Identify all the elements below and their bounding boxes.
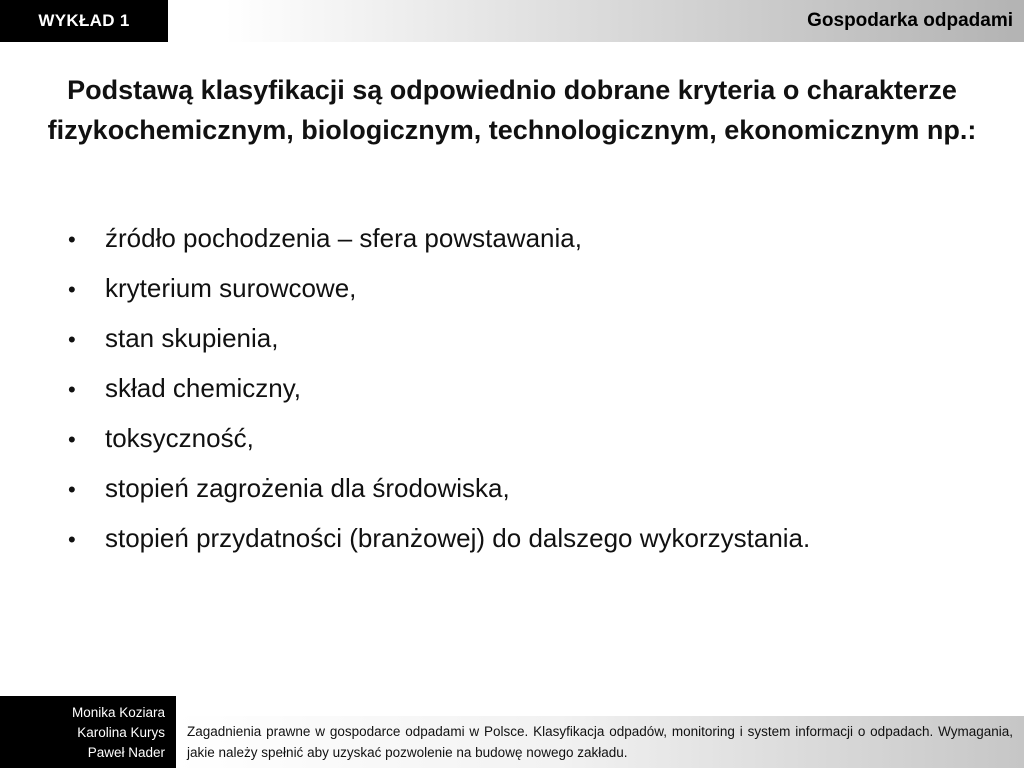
course-title: Gospodarka odpadami — [807, 10, 1013, 31]
list-item-text: toksyczność, — [105, 423, 254, 453]
bullet-icon: • — [68, 327, 76, 352]
bullet-icon: • — [68, 427, 76, 452]
list-item-text: stan skupienia, — [105, 323, 279, 353]
bullet-icon: • — [68, 527, 76, 552]
list-item — [62, 464, 1002, 514]
author-name: Paweł Nader — [87, 745, 165, 760]
list-item — [62, 364, 1002, 414]
list-item — [62, 264, 1002, 314]
list-item-text: skład chemiczny, — [105, 373, 302, 403]
list-item — [62, 414, 1002, 464]
list-item — [62, 514, 1002, 564]
slide-heading: Podstawą klasyfikacji są odpowiednio dobrane kryteria o charakterze fizykochemicznym, biologicznym, technologicznym, ekonomicznym np.: — [47, 75, 977, 145]
list-item-text: stopień przydatności (branżowej) do dalszego wykorzystania. — [105, 523, 811, 553]
list-item-text: kryterium surowcowe, — [105, 273, 357, 303]
author-name: Karolina Kurys — [77, 725, 165, 740]
list-item — [62, 314, 1002, 364]
author-name: Monika Koziara — [71, 705, 165, 720]
authors-box — [0, 696, 176, 768]
lecture-badge: WYKŁAD 1 — [0, 0, 168, 42]
footer-description: Zagadnienia prawne w gospodarce odpadami w Polsce. Klasyfikacja odpadów, monitoring i system informacji o odpadach. Wymagania, jakie należy spełnić aby uzyskać pozwolenie na budowę nowego zakładu. — [187, 724, 1013, 760]
criteria-list — [62, 214, 1002, 564]
list-item-text: stopień zagrożenia dla środowiska, — [105, 473, 510, 503]
bullet-icon: • — [68, 377, 76, 402]
bullet-icon: • — [68, 227, 76, 252]
list-item-text: źródło pochodzenia – sfera powstawania, — [105, 223, 582, 253]
bullet-icon: • — [68, 277, 76, 302]
bullet-icon: • — [68, 477, 76, 502]
list-item — [62, 214, 1002, 264]
